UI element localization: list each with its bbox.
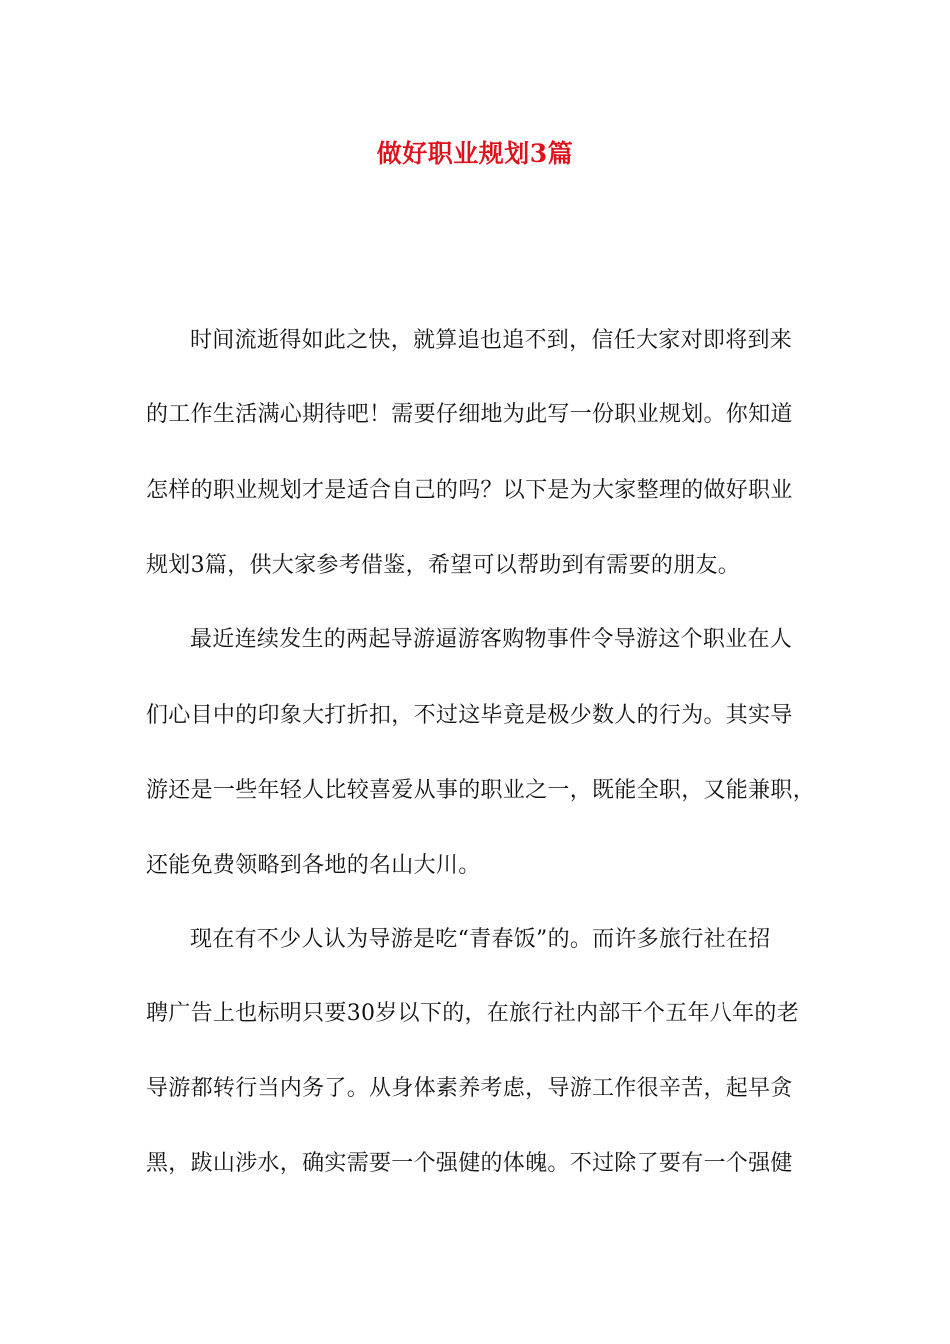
paragraph-line: 还能免费领略到各地的名山大川。 (146, 853, 481, 878)
paragraph-line: 们心目中的印象大打折扣，不过这毕竟是极少数人的行为。其实导 (146, 703, 793, 728)
paragraph-line: 规划3篇，供大家参考借鉴，希望可以帮助到有需要的朋友。 (146, 553, 741, 578)
paragraph-line: 导游都转行当内务了。从身体素养考虑，导游工作很辛苦，起早贪 (146, 1076, 793, 1101)
paragraph-line: 的工作生活满心期待吧！需要仔细地为此写一份职业规划。你知道 (146, 402, 793, 427)
paragraph-line: 怎样的职业规划才是适合自己的吗？以下是为大家整理的做好职业 (146, 478, 793, 503)
paragraph-line: 现在有不少人认为导游是吃“青春饭”的。而许多旅行社在招 (190, 927, 771, 952)
paragraph-line: 黑，跋山涉水，确实需要一个强健的体魄。不过除了要有一个强健 (146, 1151, 793, 1176)
paragraph-line: 时间流逝得如此之快，就算追也追不到，信任大家对即将到来 (190, 328, 793, 353)
paragraph-line: 最近连续发生的两起导游逼游客购物事件令导游这个职业在人 (190, 627, 793, 652)
document-title: 做好职业规划3篇 (376, 139, 574, 168)
paragraph-line: 聘广告上也标明只要30岁以下的，在旅行社内部干个五年八年的老 (146, 1001, 799, 1026)
paragraph-line: 游还是一些年轻人比较喜爱从事的职业之一，既能全职，又能兼职， (146, 778, 816, 803)
